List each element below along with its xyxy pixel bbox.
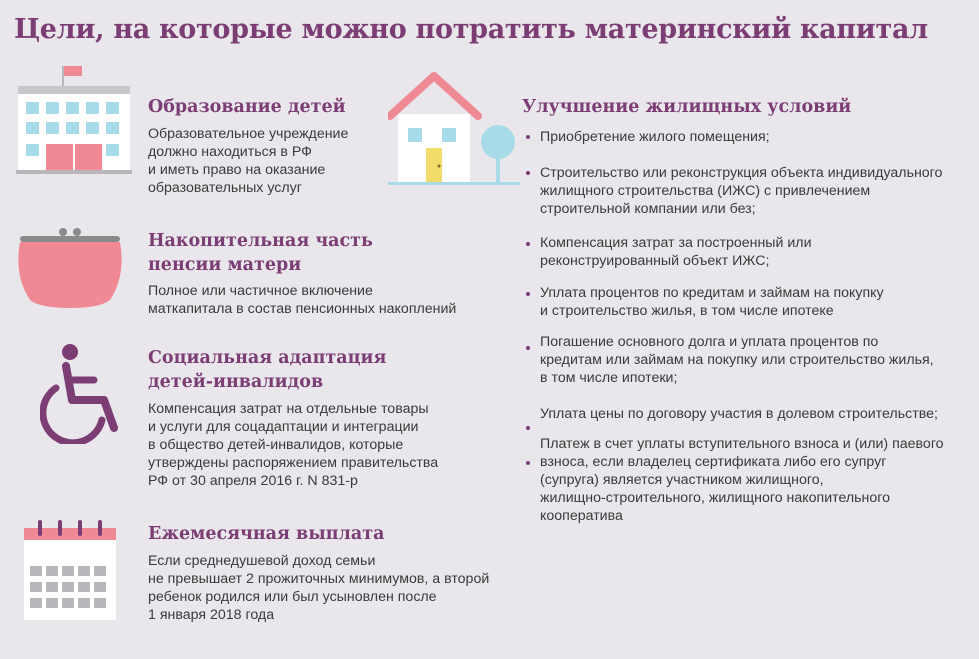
house-icon (388, 72, 520, 193)
bullet (526, 426, 530, 430)
housing-title: Улучшение жилищных условий (522, 97, 852, 117)
list-item: Платеж в счет уплаты вступительного взноса и (или) паевого взноса, если владелец сертификата либо его супруг (супруга) является участником жилищного, жилищно-строительного, жилищного накопительного кооператива (540, 436, 944, 524)
page-title: Цели, на которые можно потратить материнский капитал (14, 14, 928, 45)
education-text: Образовательное учреждение должно находиться в РФ и иметь право на оказание образовательных услуг (148, 126, 349, 196)
school-building-icon (16, 64, 134, 181)
monthly-text: Если среднедушевой доход семьи не превышает 2 прожиточных минимумов, а второй ребенок родился или был усыновлен после 1 января 2018 года (148, 553, 490, 623)
list-item: Компенсация затрат за построенный или реконструированный объект ИЖС; (540, 235, 812, 269)
list-item: Уплата процентов по кредитам и займам на покупку и строительство жилья, в том числе ипотеке (540, 285, 884, 319)
monthly-title: Ежемесячная выплата (148, 524, 385, 544)
bullet (526, 242, 530, 246)
calendar-icon (20, 520, 120, 627)
list-item: Приобретение жилого помещения; (540, 129, 770, 145)
bullet (526, 461, 530, 465)
education-title: Образование детей (148, 97, 346, 117)
wheelchair-icon (40, 344, 132, 449)
bullet (526, 292, 530, 296)
list-item: Строительство или реконструкция объекта индивидуального жилищного строительства (ИЖС) с привлечением строительной компании или без; (540, 165, 943, 217)
adaptation-text: Компенсация затрат на отдельные товары и услуги для соцадаптации и интеграции в общество детей-инвалидов, которые утверждены распоряжением правительства РФ от 30 апреля 2016 г. N 831-р (148, 401, 439, 489)
bullet (526, 171, 530, 175)
bullet (526, 135, 530, 139)
adaptation-title: Социальная адаптация детей-инвалидов (148, 348, 387, 392)
purse-icon (14, 226, 126, 315)
pension-title: Накопительная часть пенсии матери (148, 231, 373, 275)
bullet (526, 346, 530, 350)
list-item: Погашение основного долга и уплата процентов по кредитам или займам на покупку или строительство жилья, в том числе ипотеки; (540, 334, 934, 386)
pension-text: Полное или частичное включение маткапитала в состав пенсионных накоплений (148, 283, 457, 317)
list-item: Уплата цены по договору участия в долевом строительстве; (540, 406, 938, 422)
